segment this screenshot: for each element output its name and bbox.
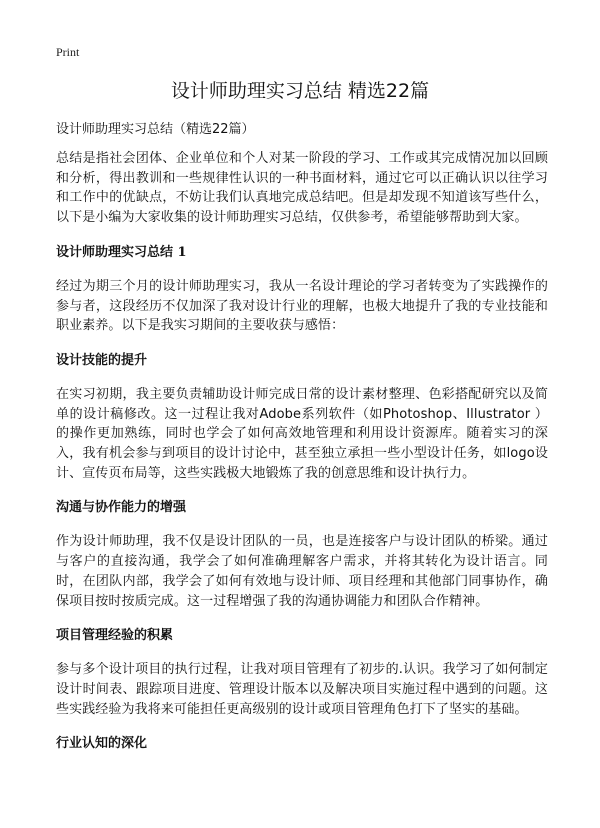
article-subtitle: 设计师助理实习总结（精选22篇）: [56, 122, 255, 137]
section-heading-design-skills: 设计技能的提升: [56, 352, 148, 368]
section-paragraph-summary-1: 经过为期三个月的设计师助理实习，我从一名设计理论的学习者转变为了实践操作的参与者，这段经历不仅加深了我对设计行业的理解，也极大地提升了我的专业技能和职业素养。以下是我实习期间的主要收获与感悟：: [56, 278, 548, 334]
article-body: [56, 120, 548, 768]
section-heading-industry-insight: 行业认知的深化: [56, 736, 148, 752]
section-paragraph-communication: 作为设计师助理，我不仅是设计团队的一员，也是连接客户与设计团队的桥梁。通过与客户的直接沟通，我学会了如何准确理解客户需求，并将其转化为设计语言。同时，在团队内部，我学会了如何有效地与设计师、项目经理和其他部门同事协作，确保项目按时按质完成。这一过程增强了我的沟通协调能力和团队合作精神。: [56, 534, 548, 609]
intro-paragraph: 总结是指社会团体、企业单位和个人对某一阶段的学习、工作或其完成情况加以回顾和分析，得出教训和一些规律性认识的一种书面材料，通过它可以正确认识以往学习和工作中的优缺点，不妨让我们认真地完成总结吧。但是却发现不知道该写些什么，以下是小编为大家收集的设计师助理实习总结，仅供参考，希望能够帮助到大家。: [56, 151, 548, 226]
section-paragraph-project-management: 参与多个设计项目的执行过程，让我对项目管理有了初步的.认识。我学习了如何制定设计时间表、跟踪项目进度、管理设计版本以及解决项目实施过程中遇到的问题。这些实践经验为我将来可能担任更高级别的设计或项目管理角色打下了坚实的基础。: [56, 662, 548, 717]
section-paragraph-design-skills: 在实习初期，我主要负责辅助设计师完成日常的设计素材整理、色彩搭配研究以及简单的设计稿修改。这一过程让我对Adobe系列软件（如Photoshop、Illustrator ）的操作更加熟练，同时也学会了如何高效地管理和利用设计资源库。随着实习的深入，我有机会参与到项目的设计讨论中，甚至独立承担一些小型设计任务，如logo设计、宣传页布局等，这些实践极大地锻炼了我的创意思维和设计执行力。: [56, 386, 548, 481]
print-link[interactable]: Print: [56, 45, 80, 59]
page-title: 设计师助理实习总结 精选22篇: [170, 80, 430, 102]
section-heading-summary-1: 设计师助理实习总结 1: [56, 244, 187, 260]
section-heading-project-management: 项目管理经验的积累: [56, 628, 174, 644]
section-heading-communication: 沟通与协作能力的增强: [56, 500, 187, 516]
